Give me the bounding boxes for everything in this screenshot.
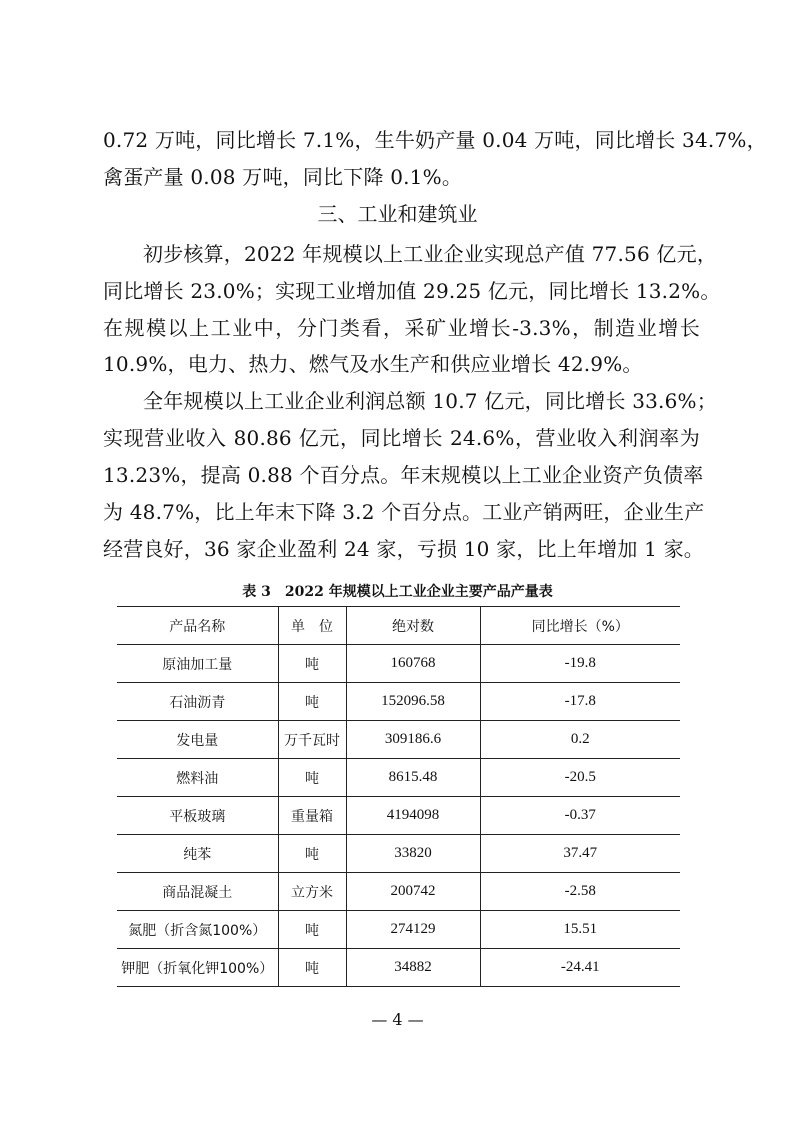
paragraph-line: 经营良好，36 家企业盈利 24 家，亏损 10 家，比上年增加 1 家。 (103, 537, 704, 561)
paragraph-line: 实现营业收入 80.86 亿元，同比增长 24.6%，营业收入利润率为 (103, 426, 700, 450)
yoy-growth-cell: 15.51 (480, 911, 680, 949)
unit-cell: 吨 (278, 645, 346, 683)
header-product-name: 产品名称 (117, 607, 278, 645)
paragraph-line: 为 48.7%，比上年末下降 3.2 个百分点。工业产销两旺，企业生产 (103, 500, 705, 524)
product-name-cell: 平板玻璃 (117, 797, 278, 835)
product-name-cell: 氮肥（折含氮100%） (117, 911, 278, 949)
product-name-cell: 燃料油 (117, 759, 278, 797)
unit-cell: 吨 (278, 759, 346, 797)
header-absolute: 绝对数 (346, 607, 480, 645)
product-name-cell: 发电量 (117, 721, 278, 759)
yoy-growth-cell: -19.8 (480, 645, 680, 683)
absolute-value-cell: 34882 (346, 949, 480, 987)
table-row (117, 873, 680, 911)
table-row (117, 759, 680, 797)
yoy-growth-cell: -17.8 (480, 683, 680, 721)
unit-cell: 吨 (278, 911, 346, 949)
table-caption: 表 3 2022 年规模以上工业企业主要产品产量表 (242, 584, 553, 600)
product-name-cell: 商品混凝土 (117, 873, 278, 911)
unit-cell: 立方米 (278, 873, 346, 911)
table-row (117, 835, 680, 873)
table-row (117, 683, 680, 721)
header-yoy-growth: 同比增长（%） (480, 607, 680, 645)
absolute-value-cell: 33820 (346, 835, 480, 873)
unit-cell: 吨 (278, 949, 346, 987)
yoy-growth-cell: 0.2 (480, 721, 680, 759)
yoy-growth-cell: -24.41 (480, 949, 680, 987)
absolute-value-cell: 160768 (346, 645, 480, 683)
unit-cell: 吨 (278, 683, 346, 721)
absolute-value-cell: 309186.6 (346, 721, 480, 759)
paragraph-line: 13.23%，提高 0.88 个百分点。年末规模以上工业企业资产负债率 (103, 463, 704, 487)
paragraph-line: 在规模以上工业中，分门类看，采矿业增长-3.3%，制造业增长 (103, 316, 700, 340)
table-header-row (117, 607, 680, 645)
yoy-growth-cell: -0.37 (480, 797, 680, 835)
absolute-value-cell: 274129 (346, 911, 480, 949)
product-name-cell: 原油加工量 (117, 645, 278, 683)
product-output-table (117, 606, 680, 987)
table-row (117, 721, 680, 759)
paragraph-line: 禽蛋产量 0.08 万吨，同比下降 0.1%。 (103, 165, 463, 189)
table-row (117, 645, 680, 683)
absolute-value-cell: 152096.58 (346, 683, 480, 721)
header-unit: 单 位 (278, 607, 346, 645)
yoy-growth-cell: 37.47 (480, 835, 680, 873)
paragraph-line: 0.72 万吨，同比增长 7.1%，生牛奶产量 0.04 万吨，同比增长 34.7%， (103, 128, 767, 152)
product-name-cell: 石油沥青 (117, 683, 278, 721)
unit-cell: 万千瓦时 (278, 721, 346, 759)
paragraph-line: 初步核算，2022 年规模以上工业企业实现总产值 77.56 亿元， (143, 242, 718, 266)
page-number: — 4 — (371, 1010, 424, 1029)
paragraph-line: 全年规模以上工业企业利润总额 10.7 亿元，同比增长 33.6%； (143, 389, 717, 413)
unit-cell: 重量箱 (278, 797, 346, 835)
section-heading: 三、工业和建筑业 (317, 202, 478, 226)
absolute-value-cell: 200742 (346, 873, 480, 911)
paragraph-line: 同比增长 23.0%；实现工业增加值 29.25 亿元，同比增长 13.2%。 (103, 279, 721, 303)
table-row (117, 911, 680, 949)
unit-cell: 吨 (278, 835, 346, 873)
yoy-growth-cell: -2.58 (480, 873, 680, 911)
paragraph-line: 10.9%，电力、热力、燃气及水生产和供应业增长 42.9%。 (103, 352, 643, 376)
table-row (117, 797, 680, 835)
absolute-value-cell: 4194098 (346, 797, 480, 835)
yoy-growth-cell: -20.5 (480, 759, 680, 797)
product-name-cell: 纯苯 (117, 835, 278, 873)
absolute-value-cell: 8615.48 (346, 759, 480, 797)
product-name-cell: 钾肥（折氧化钾100%） (117, 949, 278, 987)
table-row (117, 949, 680, 987)
